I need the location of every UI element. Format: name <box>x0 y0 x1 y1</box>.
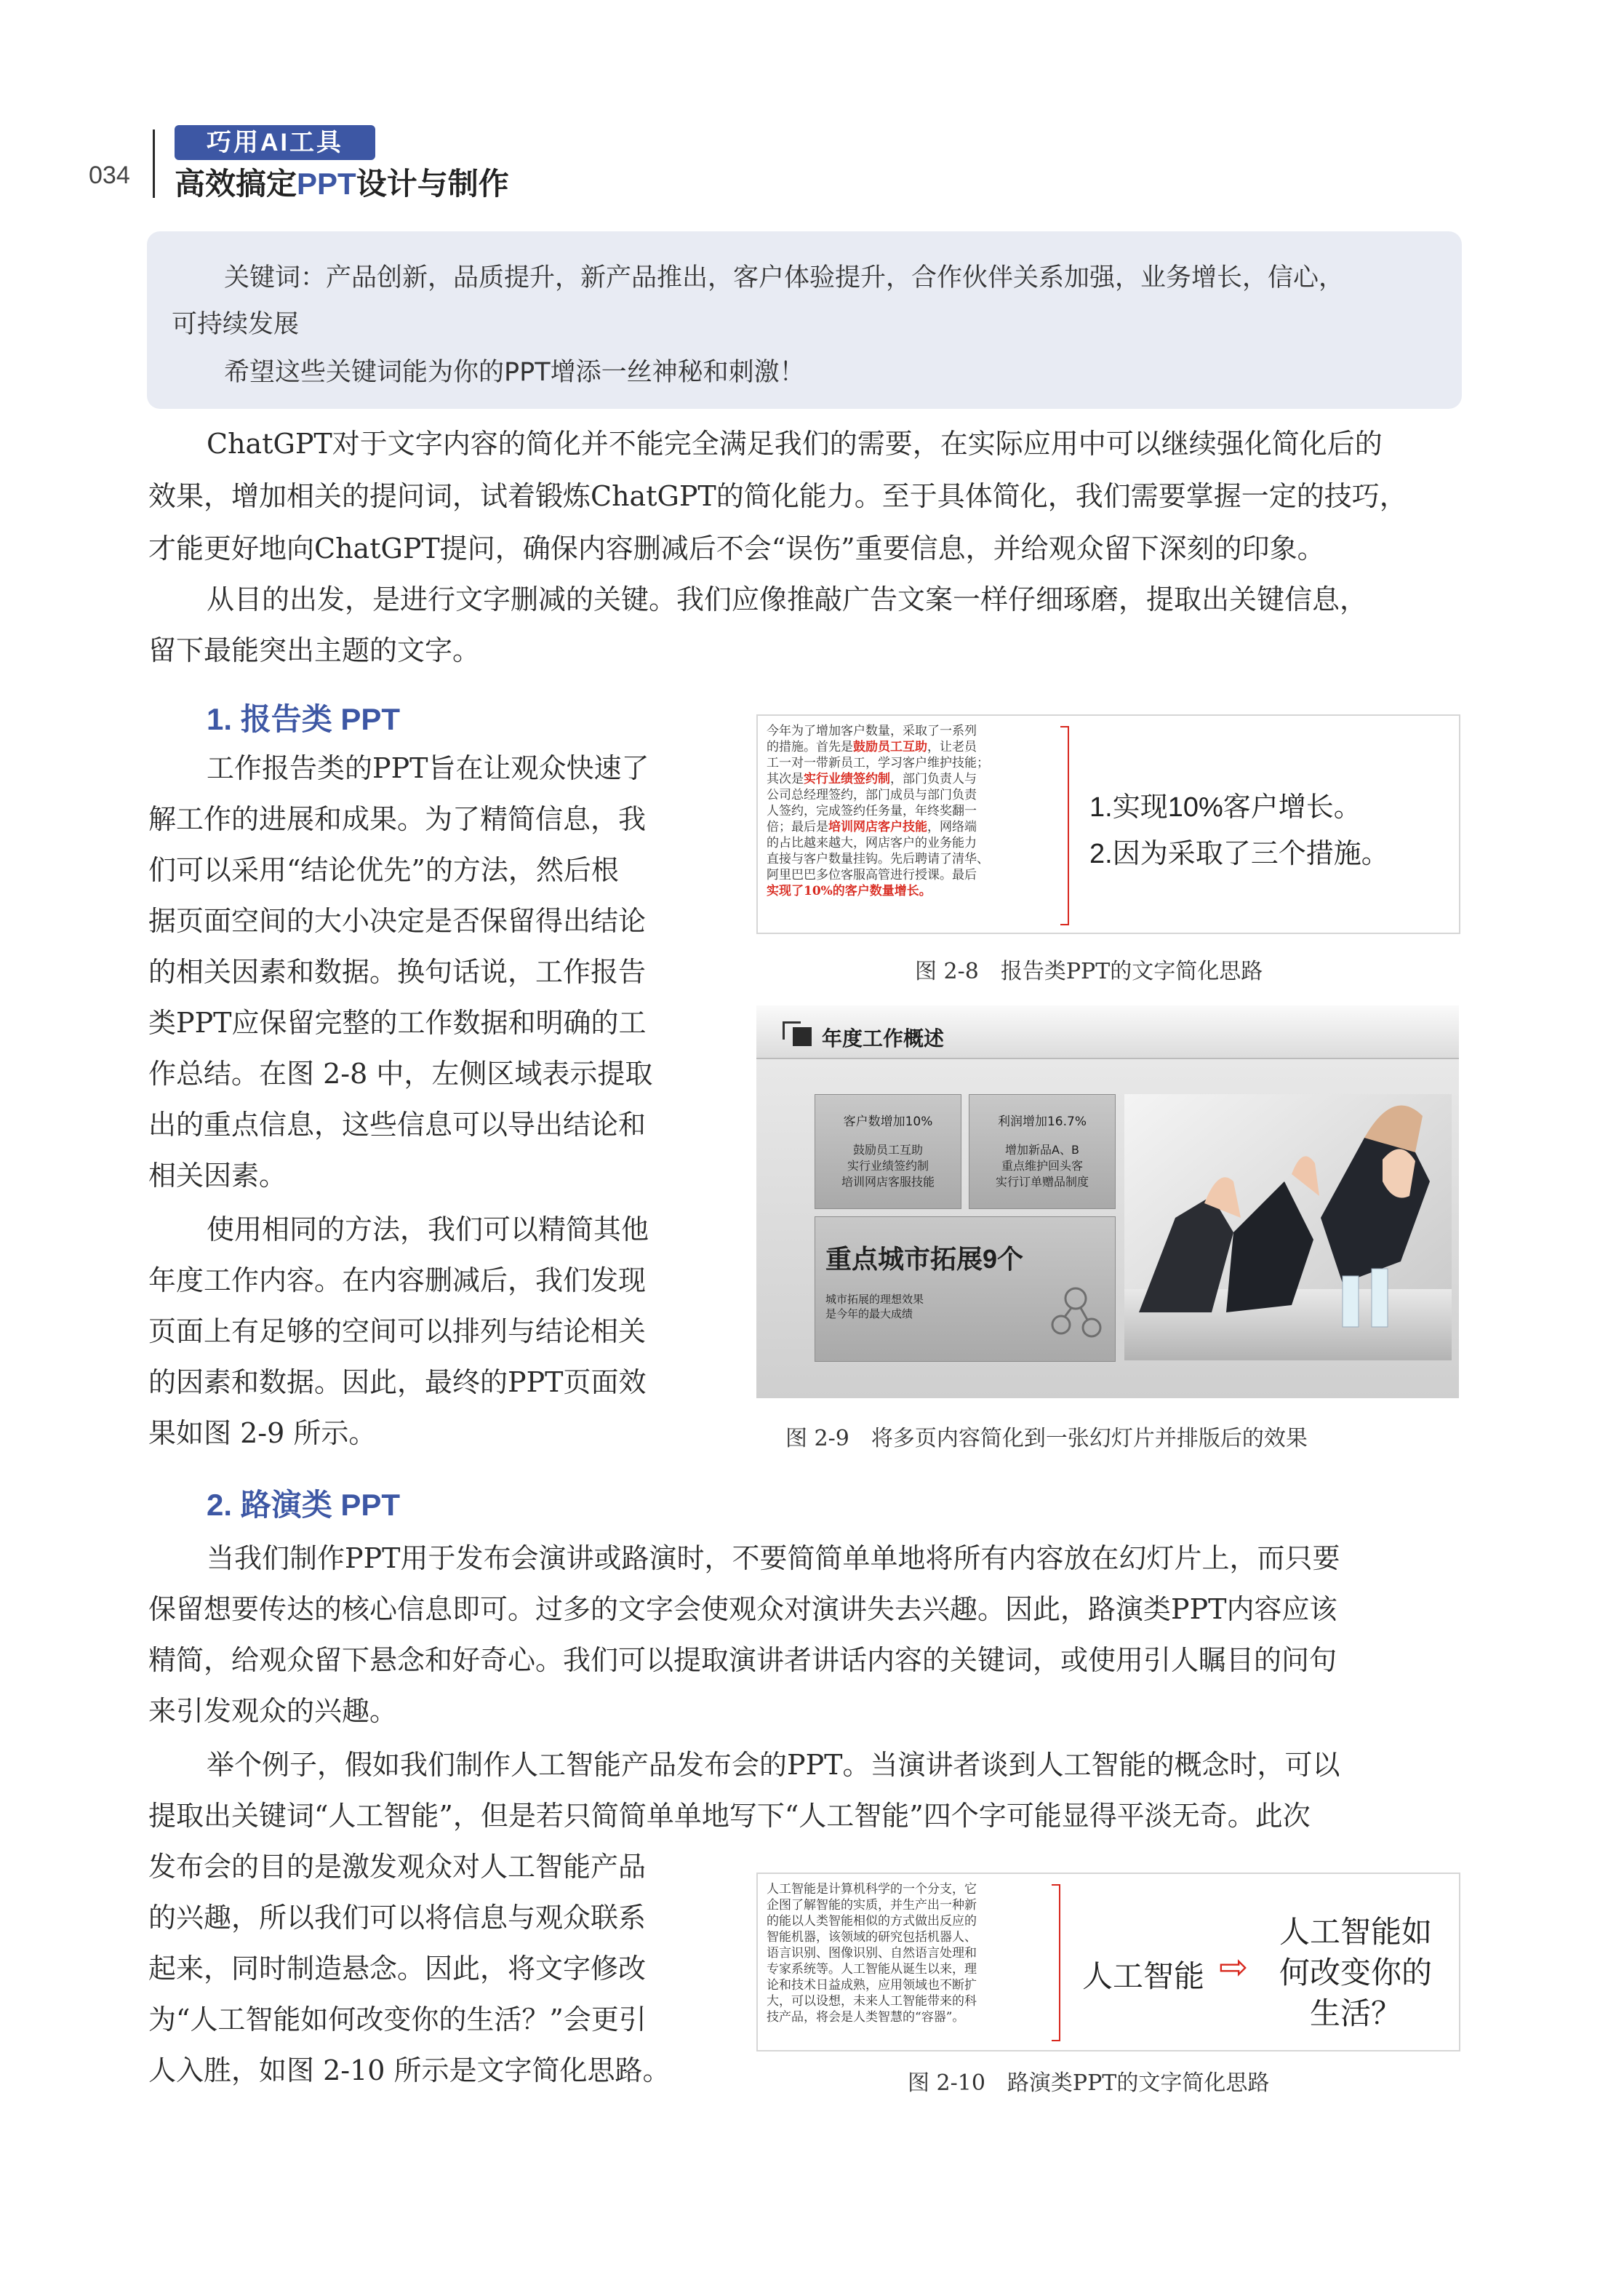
body-line: 相关因素。 <box>148 1160 287 1192</box>
figure-2-9-slide <box>756 1005 1459 1398</box>
card-line: 实行订单赠品制度 <box>995 1175 1089 1189</box>
body-line: 当我们制作PPT用于发布会演讲或路演时，不要简简单单地将所有内容放在幻灯片上，而只要 <box>207 1542 1340 1574</box>
network-icon <box>1045 1281 1111 1347</box>
red-bracket <box>1060 726 1069 925</box>
body-line: 页面上有足够的空间可以排列与结论相关 <box>148 1315 647 1347</box>
source-line: 其次是实行业绩签约制，部门负责人与 <box>767 772 977 786</box>
series-badge: 巧用AI工具 <box>175 125 375 160</box>
body-line: 发布会的目的是激发观众对人工智能产品 <box>148 1851 647 1883</box>
card-line: 重点维护回头客 <box>1001 1159 1083 1173</box>
section-heading: 2. 路演类 PPT <box>207 1488 401 1522</box>
source-line: 论和技术日益成熟，应用领域也不断扩 <box>767 1978 977 1993</box>
body-line: 才能更好地向ChatGPT提问，确保内容删减后不会“误伤”重要信息，并给观众留下深刻的印象。 <box>148 533 1325 565</box>
result-line: 生活？ <box>1309 1996 1401 2030</box>
book-title-post: 设计与制作 <box>356 167 509 201</box>
body-line: 类PPT应保留完整的工作数据和明确的工 <box>148 1007 647 1039</box>
body-line: 的因素和数据。因此，最终的PPT页面效 <box>148 1366 647 1398</box>
callout-line: 可持续发展 <box>172 310 300 339</box>
body-line: 举个例子，假如我们制作人工智能产品发布会的PPT。当演讲者谈到人工智能的概念时，可以 <box>207 1749 1340 1781</box>
fig210-result <box>1268 1912 1443 2034</box>
source-line: 人签约，完成签约任务量，年终奖翻一 <box>767 804 977 818</box>
card-line: 是今年的最大成绩 <box>825 1307 913 1320</box>
body-line: 作总结。在图 2-8 中，左侧区域表示提取 <box>148 1058 653 1090</box>
figure-caption: 图 2-10 路演类PPT的文字简化思路 <box>908 2070 1270 2096</box>
source-line: 企图了解智能的实质，并生产出一种新 <box>767 1898 977 1913</box>
applause-photo <box>1124 1094 1452 1360</box>
body-line: 保留想要传达的核心信息即可。过多的文字会使观众对演讲失去兴趣。因此，路演类PPT内容应该 <box>148 1593 1337 1625</box>
card-line: 增加新品A、B <box>1005 1143 1079 1157</box>
callout-line: 关键词：产品创新，品质提升，新产品推出，客户体验提升，合作伙伴关系加强，业务增长，信心， <box>224 263 1345 292</box>
section-heading: 1. 报告类 PPT <box>207 702 401 736</box>
card-line: 城市拓展的理想效果 <box>825 1293 924 1306</box>
book-title-pre: 高效搞定 <box>175 167 297 201</box>
body-line: 的兴趣，所以我们可以将信息与观众联系 <box>148 1902 647 1934</box>
body-line: ChatGPT对于文字内容的简化并不能完全满足我们的需要，在实际应用中可以继续强化简化后的 <box>207 428 1383 460</box>
fig210-source-text <box>767 1881 977 2025</box>
source-line: 语言识别、图像识别、自然语言处理和 <box>767 1946 977 1961</box>
body-line: 来引发观众的兴趣。 <box>148 1695 398 1727</box>
card-line: 培训网店客服技能 <box>841 1175 935 1189</box>
body-line: 提取出关键词“人工智能”，但是若只简简单单地写下“人工智能”四个字可能显得平淡无奇。此次 <box>148 1800 1311 1832</box>
body-line: 人入胜，如图 2-10 所示是文字简化思路。 <box>148 2054 671 2086</box>
body-line: 留下最能突出主题的文字。 <box>148 634 481 666</box>
fig28-conclusion: 2.因为采取了三个措施。 <box>1089 839 1389 869</box>
card-title: 客户数增加10% <box>843 1114 933 1129</box>
figure-caption: 图 2-9 将多页内容简化到一张幻灯片并排版后的效果 <box>785 1426 1308 1451</box>
source-line: 大，可以设想，未来人工智能带来的科 <box>767 1994 977 2009</box>
body-line: 起来，同时制造悬念。因此，将文字修改 <box>148 1953 647 1985</box>
fig210-keyword: 人工智能 <box>1082 1959 1205 1993</box>
source-line: 的能以人类智能相似的方式做出反应的 <box>767 1914 977 1929</box>
figure-caption: 图 2-8 报告类PPT的文字简化思路 <box>915 959 1263 984</box>
body-line: 精简，给观众留下悬念和好奇心。我们可以提取演讲者讲话内容的关键词，或使用引人瞩目的问句 <box>148 1644 1337 1676</box>
body-line: 使用相同的方法，我们可以精简其他 <box>207 1213 649 1245</box>
source-line: 专家系统等。人工智能从诞生以来，理 <box>767 1962 977 1977</box>
card-title: 重点城市拓展9个 <box>825 1244 1024 1274</box>
body-line: 从目的出发，是进行文字删减的关键。我们应像推敲广告文案一样仔细琢磨，提取出关键信息， <box>207 583 1368 615</box>
fig28-source-text <box>767 723 989 899</box>
body-line: 为“人工智能如何改变你的生活？”会更引 <box>148 2003 647 2035</box>
source-line: 直接与客户数量挂钩。先后聘请了清华、 <box>767 852 989 866</box>
source-line: 的措施。首先是鼓励员工互助，让老员 <box>767 740 977 754</box>
header-divider <box>153 129 155 198</box>
source-line: 的占比越来越大，网店客户的业务能力 <box>767 836 977 850</box>
slide-title: 年度工作概述 <box>822 1027 945 1050</box>
result-line: 人工智能如 <box>1279 1915 1432 1949</box>
red-bracket <box>1052 1884 1060 2041</box>
source-line: 实现了10%的客户数量增长。 <box>767 884 932 898</box>
source-line: 公司总经理签约，部门成员与部门负责 <box>767 788 977 802</box>
result-line: 何改变你的 <box>1279 1955 1432 1990</box>
slide-card-customers <box>815 1094 961 1209</box>
book-title <box>175 160 509 204</box>
fig28-conclusion: 1.实现10%客户增长。 <box>1089 792 1361 823</box>
body-line: 解工作的进展和成果。为了精简信息，我 <box>148 803 647 835</box>
page-number: 034 <box>89 161 130 189</box>
body-line: 效果，增加相关的提问词，试着锻炼ChatGPT的简化能力。至于具体简化，我们需要掌握一定的技巧， <box>148 480 1407 512</box>
source-line: 今年为了增加客户数量，采取了一系列 <box>767 724 977 738</box>
source-line: 人工智能是计算机科学的一个分支，它 <box>767 1882 977 1897</box>
slide-card-profit <box>969 1094 1116 1209</box>
body-line: 工作报告类的PPT旨在让观众快速了 <box>207 752 649 784</box>
source-line: 阿里巴巴多位客服高管进行授课。最后 <box>767 868 977 882</box>
body-line: 出的重点信息，这些信息可以导出结论和 <box>148 1109 647 1141</box>
source-line: 倍；最后是培训网店客户技能，网络端 <box>767 820 977 834</box>
source-line: 技产品，将会是人类智慧的“容器”。 <box>767 2010 965 2025</box>
source-line: 工一对一带新员工，学习客户维护技能； <box>767 756 989 770</box>
body-line: 果如图 2-9 所示。 <box>148 1417 377 1449</box>
arrow-right-icon: ⇨ <box>1219 1947 1249 1987</box>
card-line: 实行业绩签约制 <box>847 1159 929 1173</box>
body-line: 们可以采用“结论优先”的方法，然后根 <box>148 854 619 886</box>
source-line: 智能机器，该领域的研究包括机器人、 <box>767 1930 977 1945</box>
body-line: 据页面空间的大小决定是否保留得出结论 <box>148 905 647 937</box>
body-line: 年度工作内容。在内容删减后，我们发现 <box>148 1264 647 1296</box>
callout-line: 希望这些关键词能为你的PPT增添一丝神秘和刺激！ <box>224 358 805 387</box>
slide-square-icon <box>793 1027 812 1046</box>
book-title-ppt: PPT <box>297 167 356 201</box>
body-line: 的相关因素和数据。换句话说，工作报告 <box>148 956 647 988</box>
slide-card-cities <box>815 1216 1116 1362</box>
card-title: 利润增加16.7% <box>997 1114 1087 1129</box>
card-line: 鼓励员工互助 <box>852 1143 923 1157</box>
